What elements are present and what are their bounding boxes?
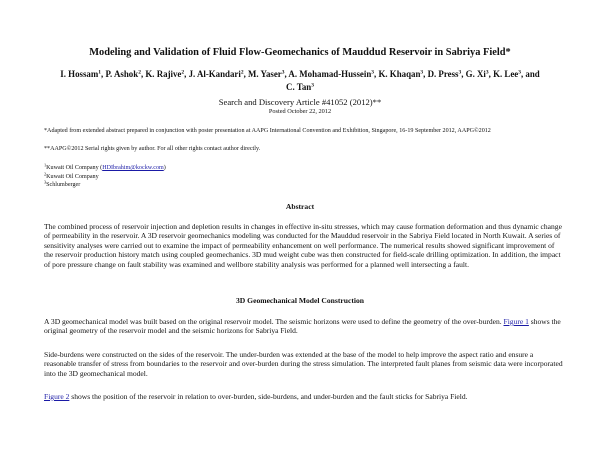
paper-title: Modeling and Validation of Fluid Flow-Geomechanics of Mauddud Reservoir in Sabriya Field* [89, 47, 511, 58]
paragraph-text: A 3D geomechanical model was built based on the original reservoir model. The seismic horizons were used to define the geometry of the over-burden. [44, 317, 504, 326]
author-affiliation-mark: 2 [240, 69, 244, 76]
affiliation-number: 3 [44, 179, 47, 185]
paragraph-text: shows the position of the reservoir in relation to over-burden, side-burdens, and under-burden and the fault sticks for Sabriya Field. [69, 392, 468, 401]
section-heading: 3D Geomechanical Model Construction [235, 296, 365, 305]
affiliation-number: 2 [44, 171, 47, 176]
paragraph-figure-2 [44, 392, 564, 401]
author-name: G. Xi [465, 69, 486, 79]
author-name: D. Press [427, 69, 459, 79]
author-affiliation-mark: 3 [420, 69, 424, 76]
author [493, 69, 540, 79]
author [466, 69, 493, 79]
author-name: J. Al-Kandari [188, 69, 241, 79]
author-name: K. Lee [493, 69, 519, 79]
author-affiliation-mark: 3 [518, 69, 521, 76]
author-affiliation-mark: 2 [181, 69, 185, 76]
author-name: P. Ashok [105, 69, 139, 79]
author-email-link[interactable]: HDIbrahim@kockw.com [102, 165, 164, 171]
abstract-paragraph: The combined process of reservoir injection and depletion results in changes in effective in-situ stresses, which may cause formation deformation and thus dynamic change of permeability in the reservoir. A 3D reservoir geomechanics modeling was conducted for the Mauddud reservoir in the Sabriya Field located in North Kuwait. A series of sensitivity analyses were carried out to examine the impact of permeability enhancement on well performance. The numerical results showed significant improvement of the reservoir production history match using coupled geomechanics. 3D mud weight cube was then constructed for field-scale drilling optimization. In addition, the impact of pore pressure change on fault stability was examined and wellbore stability analysis was performed for a planned well intersecting a fault. [44, 222, 562, 269]
author [378, 69, 427, 79]
affiliation-3 [44, 179, 514, 190]
author-name: A. Mohamad-Hussein [288, 69, 372, 79]
affiliation-number: 1 [44, 162, 47, 168]
affiliation-text: Schlumberger [46, 182, 81, 188]
author-affiliation-mark: 2 [138, 69, 141, 76]
author-affiliation-mark: 1 [98, 69, 102, 76]
author-affiliation-mark: 3 [281, 69, 285, 76]
footnote-adapted: *Adapted from extended abstract prepared in conjunction with poster presentation at AAPG International Convention and Exhibition, Singapore, 16-19 September 2012, AAPG©2012 [44, 128, 491, 134]
author-separator: , [461, 69, 466, 79]
author-separator: , [140, 69, 146, 79]
author-separator: , [184, 69, 189, 79]
author-affiliation-mark: 3 [458, 69, 462, 76]
paragraph-text: shows the original geometry of the reservoir model and the seismic horizons for Sabriya Field. [44, 317, 561, 336]
footnote-rights: **AAPG©2012 Serial rights given by author. For all other rights contact author directly. [44, 145, 261, 152]
paragraph-geometry [44, 317, 564, 336]
author-name: M. Yaser [248, 69, 282, 79]
author-name: K. Khaqan [378, 69, 421, 79]
author-name: K. Rajive [145, 69, 182, 79]
paragraph-side-burdens: Side-burdens were constructed on the sides of the reservoir. The under-burden was extended at the base of the model to help improve the aspect ratio and ensure a reasonable transfer of stress from boundaries to the reservoir and over-burden during the stress simulation. The interpreted fault planes from seismic data were incorporated into the 3D geomechanical model. [44, 350, 563, 378]
author [145, 69, 188, 79]
author [288, 69, 378, 79]
article-number: Search and Discovery Article #41052 (2012)** [218, 97, 382, 107]
posted-date: Posted October 22, 2012 [268, 108, 332, 115]
affiliation-text: Kuwait Oil Company ( [46, 165, 103, 171]
author-separator: , [488, 69, 494, 79]
author-separator: , [374, 69, 379, 79]
author-separator: , [101, 69, 106, 79]
author-name: C. Tan [286, 81, 312, 92]
abstract-heading: Abstract [285, 202, 315, 211]
author-affiliation-mark: 3 [485, 69, 489, 76]
author [286, 82, 314, 92]
affiliation-text: Kuwait Oil Company [46, 173, 99, 180]
author [428, 69, 466, 79]
author [105, 69, 145, 79]
author [60, 69, 105, 79]
author-separator: , [284, 69, 289, 79]
author [189, 69, 248, 79]
affiliation-2 [44, 171, 514, 182]
figure-2-link[interactable]: Figure 2 [44, 392, 70, 401]
affiliation-1 [44, 162, 514, 173]
author-affiliation-mark: 3 [311, 82, 314, 88]
author-separator: , [243, 69, 249, 79]
figure-1-link[interactable]: Figure 1 [503, 317, 529, 326]
author-separator: , and [520, 69, 540, 79]
author-name: I. Hossam [60, 69, 99, 79]
author-separator: , [423, 69, 428, 79]
author-affiliation-mark: 3 [371, 69, 375, 76]
affiliation-tail: ) [163, 165, 166, 171]
author [248, 69, 288, 79]
author-list [55, 68, 545, 93]
